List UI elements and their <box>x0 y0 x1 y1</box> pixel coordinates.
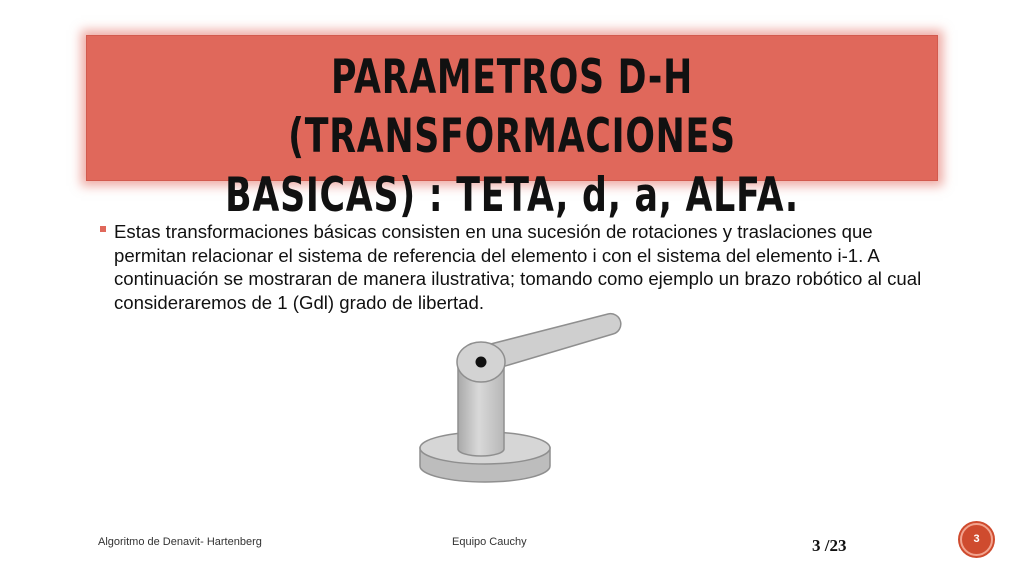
title-box <box>86 35 938 223</box>
page-indicator: 3 /23 <box>812 536 847 555</box>
title-line-1: PARAMETROS D-H (TRANSFORMACIONES <box>288 50 736 164</box>
bullet-item <box>98 220 938 314</box>
bullet-text: Estas transformaciones básicas consisten en una sucesión de rotaciones y traslaciones que permitan relacionar el sistema de referencia del elemento i con el sistema del elemento i-1. A continuación se mostraran de manera ilustrativa; tomando como ejemplo un brazo robótico al cual consideraremos de 1 (Gdl) grado de libertad. <box>114 221 922 313</box>
robot-arm-1dof-icon <box>415 306 625 488</box>
robot-joint-pin <box>476 357 487 368</box>
title-line-2: BASICAS) : TETA, d, a, ALFA. <box>225 168 799 223</box>
footer-presentation-title: Algoritmo de Denavit- Hartenberg <box>98 536 262 548</box>
slide-number-badge: 3 <box>960 523 993 556</box>
bullet-square-icon <box>100 226 106 232</box>
slide-content <box>98 220 938 314</box>
slide-title <box>198 48 827 225</box>
footer-team-name: Equipo Cauchy <box>452 536 527 548</box>
